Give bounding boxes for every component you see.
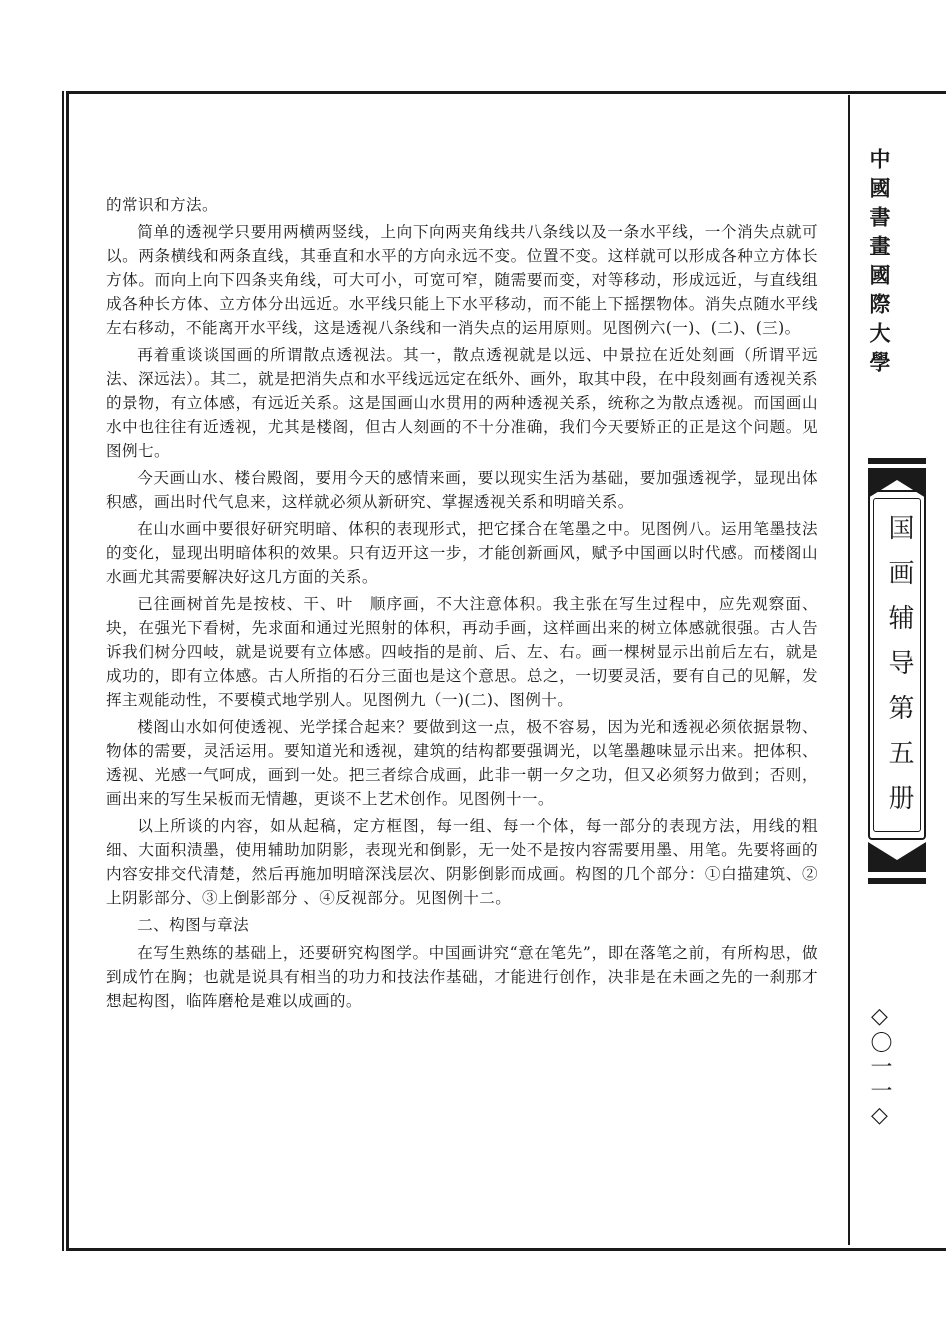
paragraph: 在山水画中要很好研究明暗、体积的表现形式，把它揉合在笔墨之中。见图例八。运用笔墨技法的变化，显现出明暗体积的效果。只有迈开这一步，才能创新画风，赋予中国画以时代感。而楼阁山水画尤其需要解决好这几方面的关系。 — [106, 520, 818, 586]
main-text — [106, 193, 818, 1016]
ornament-bar-bottom — [868, 878, 926, 884]
paragraph: 已往画树首先是按枝、干、叶 顺序画，不大注意体积。我主张在写生过程中，应先观察面、块，在强光下看树，先求面和通过光照射的体积，再动手画，这样画出来的树立体感就很强。古人告诉我们树分四岐，就是说要有立体感。四岐指的是前、后、左、右。画一棵树显示出前后左右，就是成功的，即有立体感。古人所指的石分三面也是这个意思。总之，一切要灵活，要有自己的见解，发挥主观能动性，不要模式地学别人。见图例九（一)(二)、图例十。 — [106, 595, 818, 709]
section-heading: 二、构图与章法 — [137, 916, 250, 934]
paragraph: 的常识和方法。 — [106, 196, 218, 214]
paragraph: 今天画山水、楼台殿阁，要用今天的感情来画，要以现实生活为基础，要加强透视学，显现出体积感，画出时代气息来，这样就必须从新研究、掌握透视关系和明暗关系。 — [106, 469, 818, 511]
paragraph: 简单的透视学只要用两横两竖线，上向下向两夹角线共八条线以及一条水平线，一个消失点就可以。两条横线和两条直线，其垂直和水平的方向永远不变。位置不变。这样就可以形成各种立方体长方体。而向上向下四条夹角线，可大可小，可宽可窄，随需要而变，对等移动，形成远近，与直线组成各种长方体、立方体分出远近。水平线只能上下水平移动，而不能上下摇摆物体。消失点随水平线左右移动，不能离开水平线，这是透视八条线和一消失点的运用原则。见图例六(一)、(二)、(三)。 — [106, 223, 818, 337]
paragraph: 楼阁山水如何使透视、光学揉合起来？要做到这一点，极不容易，因为光和透视必须依据景物、物体的需要，灵活运用。要知道光和透视，建筑的结构都要强调光，以笔墨趣味显示出来。把体积、透视、光感一气呵成，画到一处。把三者综合成画，此非一朝一夕之功，但又必须努力做到；否则，画出来的写生呆板而无情趣，更谈不上艺术创作。见图例十一。 — [106, 718, 818, 808]
paragraph: 再着重谈谈国画的所谓散点透视法。其一，散点透视就是以远、中景拉在近处刻画（所谓平远法、深远法）。其二，就是把消失点和水平线远远定在纸外、画外，取其中段，在中段刻画有透视关系的景物，有立体感，有远近关系。这是国画山水贯用的两种透视关系，统称之为散点透视。而国画山水中也往往有近透视，尤其是楼阁，但古人刻画的不十分准确，我们今天要矫正的正是这个问题。见图例七。 — [106, 346, 818, 460]
sidebar-divider — [848, 95, 850, 1245]
volume-title: 国画辅导第五册 — [884, 514, 914, 829]
paragraph: 以上所谈的内容，如从起稿，定方框图，每一组、每一个体，每一部分的表现方法，用线的粗细、大面积渍墨，使用辅助加阴影，表现光和倒影，无一处不是按内容需要用墨、用笔。先要将画的内容安排交代清楚，然后再施加明暗深浅层次、阴影倒影而成画。构图的几个部分：①白描建筑、②上阴影部分、③上倒影部分 、④反视部分。见图例十二。 — [106, 817, 818, 907]
paragraph: 在写生熟练的基础上，还要研究构图学。中国画讲究“意在笔先”，即在落笔之前，有所构思，做到成竹在胸；也就是说具有相当的功力和技法作基础，才能进行创作，决非是在未画之先的一刹那才想起构图，临阵磨枪是难以成画的。 — [106, 944, 818, 1010]
page-number: ◇〇一一◇ — [867, 1004, 892, 1130]
ornament-bar-top — [868, 458, 926, 464]
publisher-name: 中國書畫國際大學 — [867, 148, 891, 380]
